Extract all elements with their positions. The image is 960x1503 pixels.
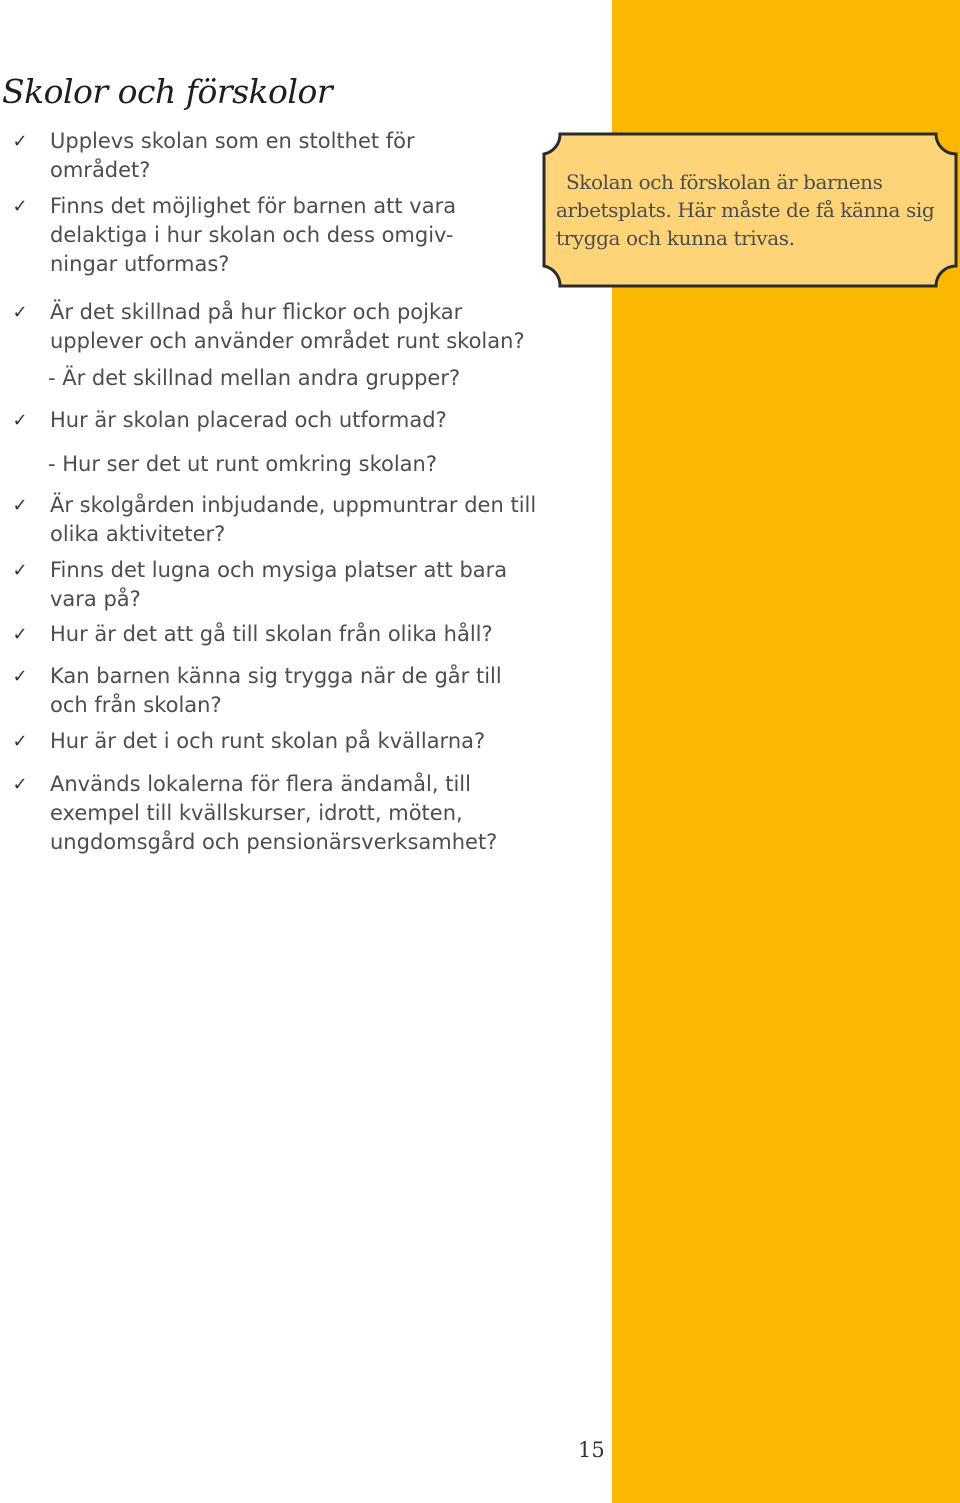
- check-icon: ✓: [12, 495, 28, 516]
- list-item-line: Hur är det att gå till skolan från olika håll?: [50, 622, 493, 646]
- check-icon: ✓: [12, 196, 28, 217]
- check-icon: ✓: [12, 774, 28, 795]
- list-item: [12, 298, 610, 356]
- list-item-line: vara på?: [50, 587, 141, 611]
- list-item: [12, 192, 520, 279]
- check-icon: ✓: [12, 131, 28, 152]
- checklist: [0, 0, 612, 900]
- list-item-line: Finns det möjlighet för barnen att vara: [50, 194, 457, 218]
- sub-item: - Hur ser det ut runt omkring skolan?: [48, 452, 437, 476]
- check-icon: ✓: [12, 302, 28, 323]
- check-icon: ✓: [12, 410, 28, 431]
- list-item: [12, 556, 610, 614]
- list-item-line: Kan barnen känna sig trygga när de går till: [50, 664, 502, 688]
- check-icon: ✓: [12, 731, 28, 752]
- list-item: [12, 406, 610, 435]
- page-title: Skolor och förskolor: [2, 72, 333, 111]
- list-item-line: Hur är skolan placerad och utformad?: [50, 408, 447, 432]
- list-item-line: exempel till kvällskurser, idrott, möten,: [50, 801, 463, 825]
- list-item-line: ningar utformas?: [50, 252, 230, 276]
- list-item-line: Hur är det i och runt skolan på kvällarna?: [50, 729, 486, 753]
- callout-line: arbetsplats. Här måste de få känna sig: [556, 198, 935, 222]
- check-icon: ✓: [12, 560, 28, 581]
- list-item: [12, 127, 520, 185]
- callout-text: [556, 168, 941, 252]
- check-icon: ✓: [12, 624, 28, 645]
- list-item-line: området?: [50, 158, 151, 182]
- list-item-line: Är skolgården inbjudande, uppmuntrar den till: [50, 493, 537, 517]
- list-item-line: Finns det lugna och mysiga platser att bara: [50, 558, 508, 582]
- list-item: [12, 662, 610, 720]
- list-item: [12, 770, 610, 857]
- list-item: [12, 620, 610, 649]
- list-item-line: Är det skillnad på hur flickor och pojkar: [50, 300, 463, 324]
- callout-line: trygga och kunna trivas.: [556, 226, 795, 250]
- list-item-line: ungdomsgård och pensionärsverksamhet?: [50, 830, 498, 854]
- list-item-line: Används lokalerna för flera ändamål, till: [50, 772, 471, 796]
- list-item-line: Upplevs skolan som en stolthet för: [50, 129, 415, 153]
- page-number: 15: [578, 1438, 605, 1462]
- check-icon: ✓: [12, 666, 28, 687]
- list-item-line: upplever och använder området runt skolan?: [50, 329, 525, 353]
- sub-item: - Är det skillnad mellan andra grupper?: [48, 366, 461, 390]
- list-item-line: och från skolan?: [50, 693, 222, 717]
- list-item: [12, 491, 610, 549]
- list-item-line: delaktiga i hur skolan och dess omgiv-: [50, 223, 454, 247]
- list-item: [12, 727, 610, 756]
- list-item-line: olika aktiviteter?: [50, 522, 226, 546]
- callout-line: Skolan och förskolan är barnens: [566, 170, 883, 194]
